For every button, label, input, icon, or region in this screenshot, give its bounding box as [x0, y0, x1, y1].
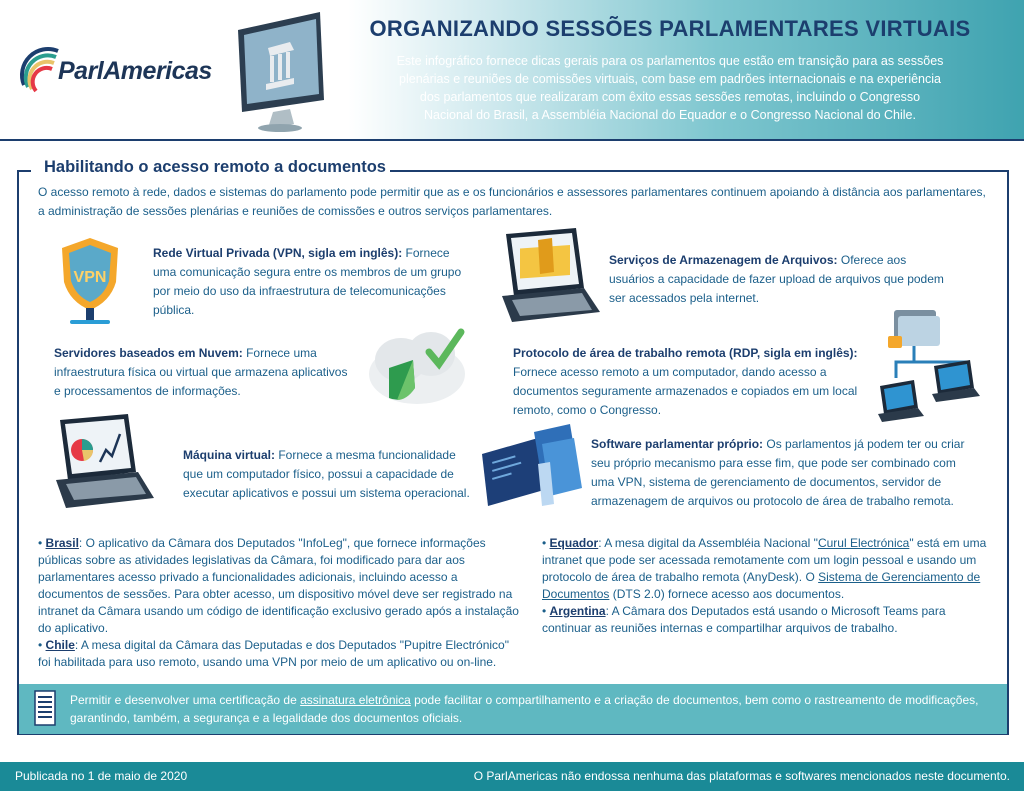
document-system-link[interactable]: Sistema de Gerenciamento de Documentos: [542, 570, 981, 601]
parlamericas-logo: [18, 45, 218, 101]
band-text-a: Permitir e desenvolver uma certificação de: [70, 693, 301, 707]
cloud-check-icon: [355, 318, 470, 419]
laptop-folder-icon: [498, 226, 602, 329]
country-column-right: [542, 535, 997, 637]
documents-icon: [478, 424, 586, 521]
monitor-building-icon: [228, 8, 333, 133]
frame-top-right: [352, 170, 1009, 172]
section-intro: O acesso remoto à rede, dados e sistemas do parlamento pode permitir que as e os funcionários e assessores parlamentares continuem apoiando à distância aos parlamentares, a administração de sessões plenárias e reuniões de comissões e outros serviços parlamentares.: [38, 185, 986, 218]
country-brasil: • Brasil: O aplicativo da Câmara dos Deputados "InfoLeg", que fornece informações públicas sobre as atividades legislativas da Câmara, foi modificado para dar aos parlamentares acesso privado a funcionalidades adicionais, incluindo acesso a documentos de sessões. Para obter acesso, um dispositivo móvel deve ser registrado na intranet da Câmara usando um código de identificação exclusivo gerado após a instalação do aplicativo.: [38, 536, 519, 635]
page-title: ORGANIZANDO SESSÕES PARLAMENTARES VIRTUAIS: [369, 16, 971, 41]
item-vpn-text: Fornece uma comunicação segura entre os membros de um grupo por meio do uso da infraestrutura de telecomunicações pública.: [153, 246, 462, 317]
item-software-title: Software parlamentar próprio:: [591, 437, 764, 451]
logo-text: ParlAmericas: [58, 57, 212, 85]
band-text-b: pode facilitar o compartilhamento e a criação de documentos, bem como o rastreamento de modificações, garantindo, também, a segurança e a legalidade dos documentos oficiais.: [70, 693, 979, 725]
network-folder-icon: [876, 306, 988, 435]
section-title: Habilitando o acesso remoto a documentos: [40, 158, 390, 177]
item-vm: [183, 446, 473, 503]
country-argentina: • Argentina: A Câmara dos Deputados está usando o Microsoft Teams para continuar as reuniões internas e compartilhar arquivos de trabalho.: [542, 604, 946, 635]
country-equador-name: Equador: [549, 536, 599, 550]
item-storage-title: Serviços de Armazenagem de Arquivos:: [609, 253, 838, 267]
item-cloud: [54, 344, 354, 401]
country-chile-text: : A mesa digital da Câmara das Deputadas e dos Deputados "Pupitre Electrónico" foi habilitada para uso remoto, usando uma VPN por meio de um aplicativo ou on-line.: [38, 638, 509, 669]
curul-electronica-link[interactable]: Curul Electrónica: [817, 536, 910, 550]
item-storage-text: Oferece aos usuários a capacidade de fazer upload de arquivos que podem ser acessados pela internet.: [609, 253, 944, 305]
item-vm-title: Máquina virtual:: [183, 448, 276, 462]
country-equador-text-a: : A mesa digital da Assembléia Nacional ": [598, 536, 818, 550]
item-software: [591, 435, 981, 511]
item-vm-text: Fornece a mesma funcionalidade que um computador físico, possui a capacidade de executar aplicativos e possui um sistema operacional.: [183, 448, 470, 500]
signature-document-icon: [34, 690, 56, 731]
item-vpn: [153, 244, 468, 320]
country-column-left: [38, 535, 523, 671]
country-equador: • Equador: A mesa digital da Assembléia Nacional "Curul Electrónica" está em uma intranet que pode ser acessada remotamente com um login pessoal e usando um protocolo de área de trabalho remota (AnyDesk). O Sistema de Gerenciamento de Documentos (DTS 2.0) fornece acesso aos documentos.: [542, 536, 987, 601]
country-brasil-name: Brasil: [45, 536, 79, 550]
laptop-chart-icon: [54, 412, 158, 515]
country-chile: • Chile: A mesa digital da Câmara das Deputadas e dos Deputados "Pupitre Electrónico" foi habilitada para uso remoto, usando uma VPN por meio de um aplicativo ou on-line.: [38, 638, 509, 669]
publication-date: Publicada no 1 de maio de 2020: [15, 769, 188, 783]
vpn-icon-label: VPN: [73, 269, 107, 286]
country-brasil-text: : O aplicativo da Câmara dos Deputados "InfoLeg", que fornece informações públicas sobre as atividades legislativas da Câmara, foi modificado para dar aos parlamentares acesso privado a funcionalidades adicionais, incluindo acesso a documentos de sessões. Para obter acesso, um dispositivo móvel deve ser registrado na intranet da Câmara usando um código de identificação exclusivo gerado após a instalação do aplicativo.: [38, 536, 519, 635]
vpn-shield-icon: [58, 236, 122, 333]
electronic-signature-link[interactable]: assinatura eletrônica: [300, 693, 411, 707]
header-description: Este infográfico fornece dicas gerais para os parlamentos que estão em transição para as sessões plenárias e reuniões de comissões virtuais, com base em padrões internacionais e na experiência dos parlamentos que realizaram com êxito essas sessões remotas, incluindo o Congresso Nacional do Brasil, a Assembléia Nacional do Equador e o Congresso Nacional do Chile.: [396, 54, 944, 122]
item-storage: [609, 251, 949, 308]
logo-arcs-icon: [18, 45, 62, 101]
country-argentina-text: : A Câmara dos Deputados está usando o Microsoft Teams para continuar as reuniões internas e compartilhar arquivos de trabalho.: [542, 604, 946, 635]
frame-top-left: [17, 170, 31, 172]
item-software-text: Os parlamentos já podem ter ou criar seu próprio mecanismo para esse fim, que pode ser combinado com uma VPN, sistema de gerenciamento de documentos, servidor de armazenagem de arquivos ou protocolo de área de trabalho remota.: [591, 437, 965, 508]
item-vpn-title: Rede Virtual Privada (VPN, sigla em inglês):: [153, 246, 403, 260]
item-rdp-text: Fornece acesso remoto a um computador, dando acesso a documentos seguramente armazenados e copiados em um local remoto, como o Congresso.: [513, 365, 858, 417]
country-equador-text-c: (DTS 2.0) fornece acesso aos documentos.: [609, 587, 845, 601]
country-chile-name: Chile: [45, 638, 75, 652]
header-divider: [0, 139, 1024, 141]
signature-band-text: [70, 691, 990, 727]
item-rdp-title: Protocolo de área de trabalho remota (RDP, sigla em inglês):: [513, 346, 858, 360]
disclaimer: O ParlAmericas não endossa nenhuma das plataformas e softwares mencionados neste documento.: [473, 769, 1010, 783]
country-equador-text-b: " está em uma intranet que pode ser acessada remotamente com um login pessoal e usando um protocolo de área de trabalho remota (AnyDesk). O: [542, 536, 987, 584]
item-cloud-title: Servidores baseados em Nuvem:: [54, 346, 243, 360]
country-argentina-name: Argentina: [549, 604, 606, 618]
item-rdp: [513, 344, 858, 420]
item-cloud-text: Fornece uma infraestrutura física ou virtual que armazena aplicativos e processamentos de informações.: [54, 346, 348, 398]
